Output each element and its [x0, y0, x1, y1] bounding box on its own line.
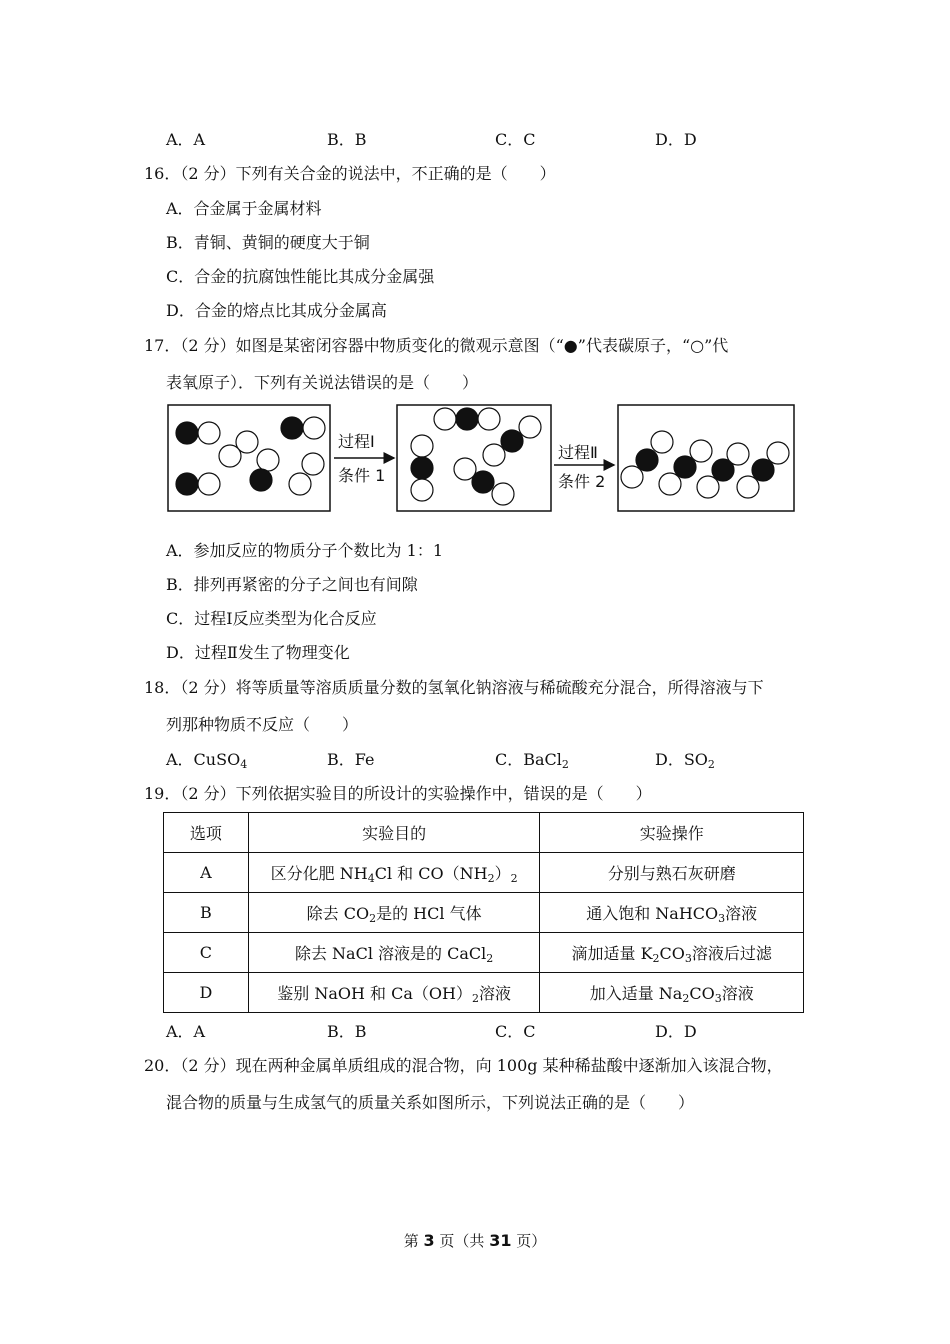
cell-goal: 除去 $CO_2$是的 HCl 气体 [248, 893, 540, 933]
q19-option-d: D．D [655, 1022, 697, 1041]
cell-goal: 除去 NaCl 溶液是的 CaCl$_2$ [248, 933, 540, 973]
q17-option-a: A．参加反应的物质分子个数比为 1：1 [166, 541, 444, 560]
q15-option-c: C．C [495, 130, 536, 149]
q19-option-b: B．B [327, 1022, 367, 1041]
q18-stem-line2: 列那种物质不反应（ ） [166, 715, 359, 734]
q20-stem-line1: 20．（2 分）现在两种金属单质组成的混合物，向 100g 某种稀盐酸中逐渐加入该混合物， [144, 1056, 783, 1075]
q17-option-d: D．过程Ⅱ发生了物理变化 [166, 643, 350, 662]
molecule-diagram [160, 398, 810, 518]
q15-option-a: A．A [166, 130, 206, 149]
q17-stem-line2: 表氧原子）．下列有关说法错误的是（ ） [166, 373, 479, 392]
q19-stem: 19．（2 分）下列依据实验目的所设计的实验操作中，错误的是（ ） [144, 784, 652, 803]
process-2-condition: 条件 2 [558, 472, 606, 491]
cell-operation: 滴加适量 $K_2CO_3$溶液后过滤 [540, 933, 804, 973]
total-pages-number: 31 [489, 1231, 512, 1250]
q20-stem-line2: 混合物的质量与生成氢气的质量关系如图所示，下列说法正确的是（ ） [166, 1093, 695, 1112]
experiment-table [163, 812, 804, 1013]
q19-option-c: C．C [495, 1022, 536, 1041]
page-footer: 第 3 页（共 31 页） [403, 1231, 547, 1250]
q17-option-c: C．过程Ⅰ反应类型为化合反应 [166, 609, 377, 628]
q17-option-b: B．排列再紧密的分子之间也有间隙 [166, 575, 418, 594]
cell-goal: 区分化肥 $NH_4Cl$ 和 $CO(NH_2)_2$ [248, 853, 540, 893]
cell-option: C [164, 933, 249, 973]
current-page-number: 3 [423, 1231, 435, 1250]
process-2-label: 过程Ⅱ [558, 443, 598, 462]
q18-option-c: C．BaCl$_2$ [495, 750, 569, 771]
table-row [164, 893, 804, 933]
q18-stem-line1: 18．（2 分）将等质量等溶质质量分数的氢氧化钠溶液与稀硫酸充分混合，所得溶液与下 [144, 678, 764, 697]
q15-option-b: B．B [327, 130, 367, 149]
cell-option: B [164, 893, 249, 933]
header-goal: 实验目的 [248, 813, 540, 853]
q16-option-a: A．合金属于金属材料 [166, 199, 322, 218]
cell-goal: 鉴别 NaOH 和 $Ca(OH)_2$溶液 [248, 973, 540, 1013]
table-header-row [164, 813, 804, 853]
cell-operation: 分别与熟石灰研磨 [540, 853, 804, 893]
cell-operation: 通入饱和 NaHCO$_3$溶液 [540, 893, 804, 933]
q16-option-b: B．青铜、黄铜的硬度大于铜 [166, 233, 370, 252]
q18-option-a: A．CuSO$_4$ [166, 750, 248, 771]
header-option: 选项 [164, 813, 249, 853]
table-row [164, 853, 804, 893]
cell-option: A [164, 853, 249, 893]
q18-option-d: D．$SO_2$ [655, 750, 715, 771]
q15-option-d: D．D [655, 130, 697, 149]
process-1-label: 过程Ⅰ [338, 432, 375, 451]
process-1-condition: 条件 1 [338, 466, 386, 485]
table-row [164, 973, 804, 1013]
table-row [164, 933, 804, 973]
q16-option-c: C．合金的抗腐蚀性能比其成分金属强 [166, 267, 435, 286]
cell-operation: 加入适量 $Na_2CO_3$溶液 [540, 973, 804, 1013]
q16-stem: 16．（2 分）下列有关合金的说法中，不正确的是（ ） [144, 164, 556, 183]
header-operation: 实验操作 [540, 813, 804, 853]
q17-stem-line1: 17．（2 分）如图是某密闭容器中物质变化的微观示意图（“●”代表碳原子，“○”代 [144, 336, 729, 355]
q18-option-b: B．Fe [327, 750, 375, 769]
cell-option: D [164, 973, 249, 1013]
q19-option-a: A．A [166, 1022, 206, 1041]
q16-option-d: D．合金的熔点比其成分金属高 [166, 301, 387, 320]
